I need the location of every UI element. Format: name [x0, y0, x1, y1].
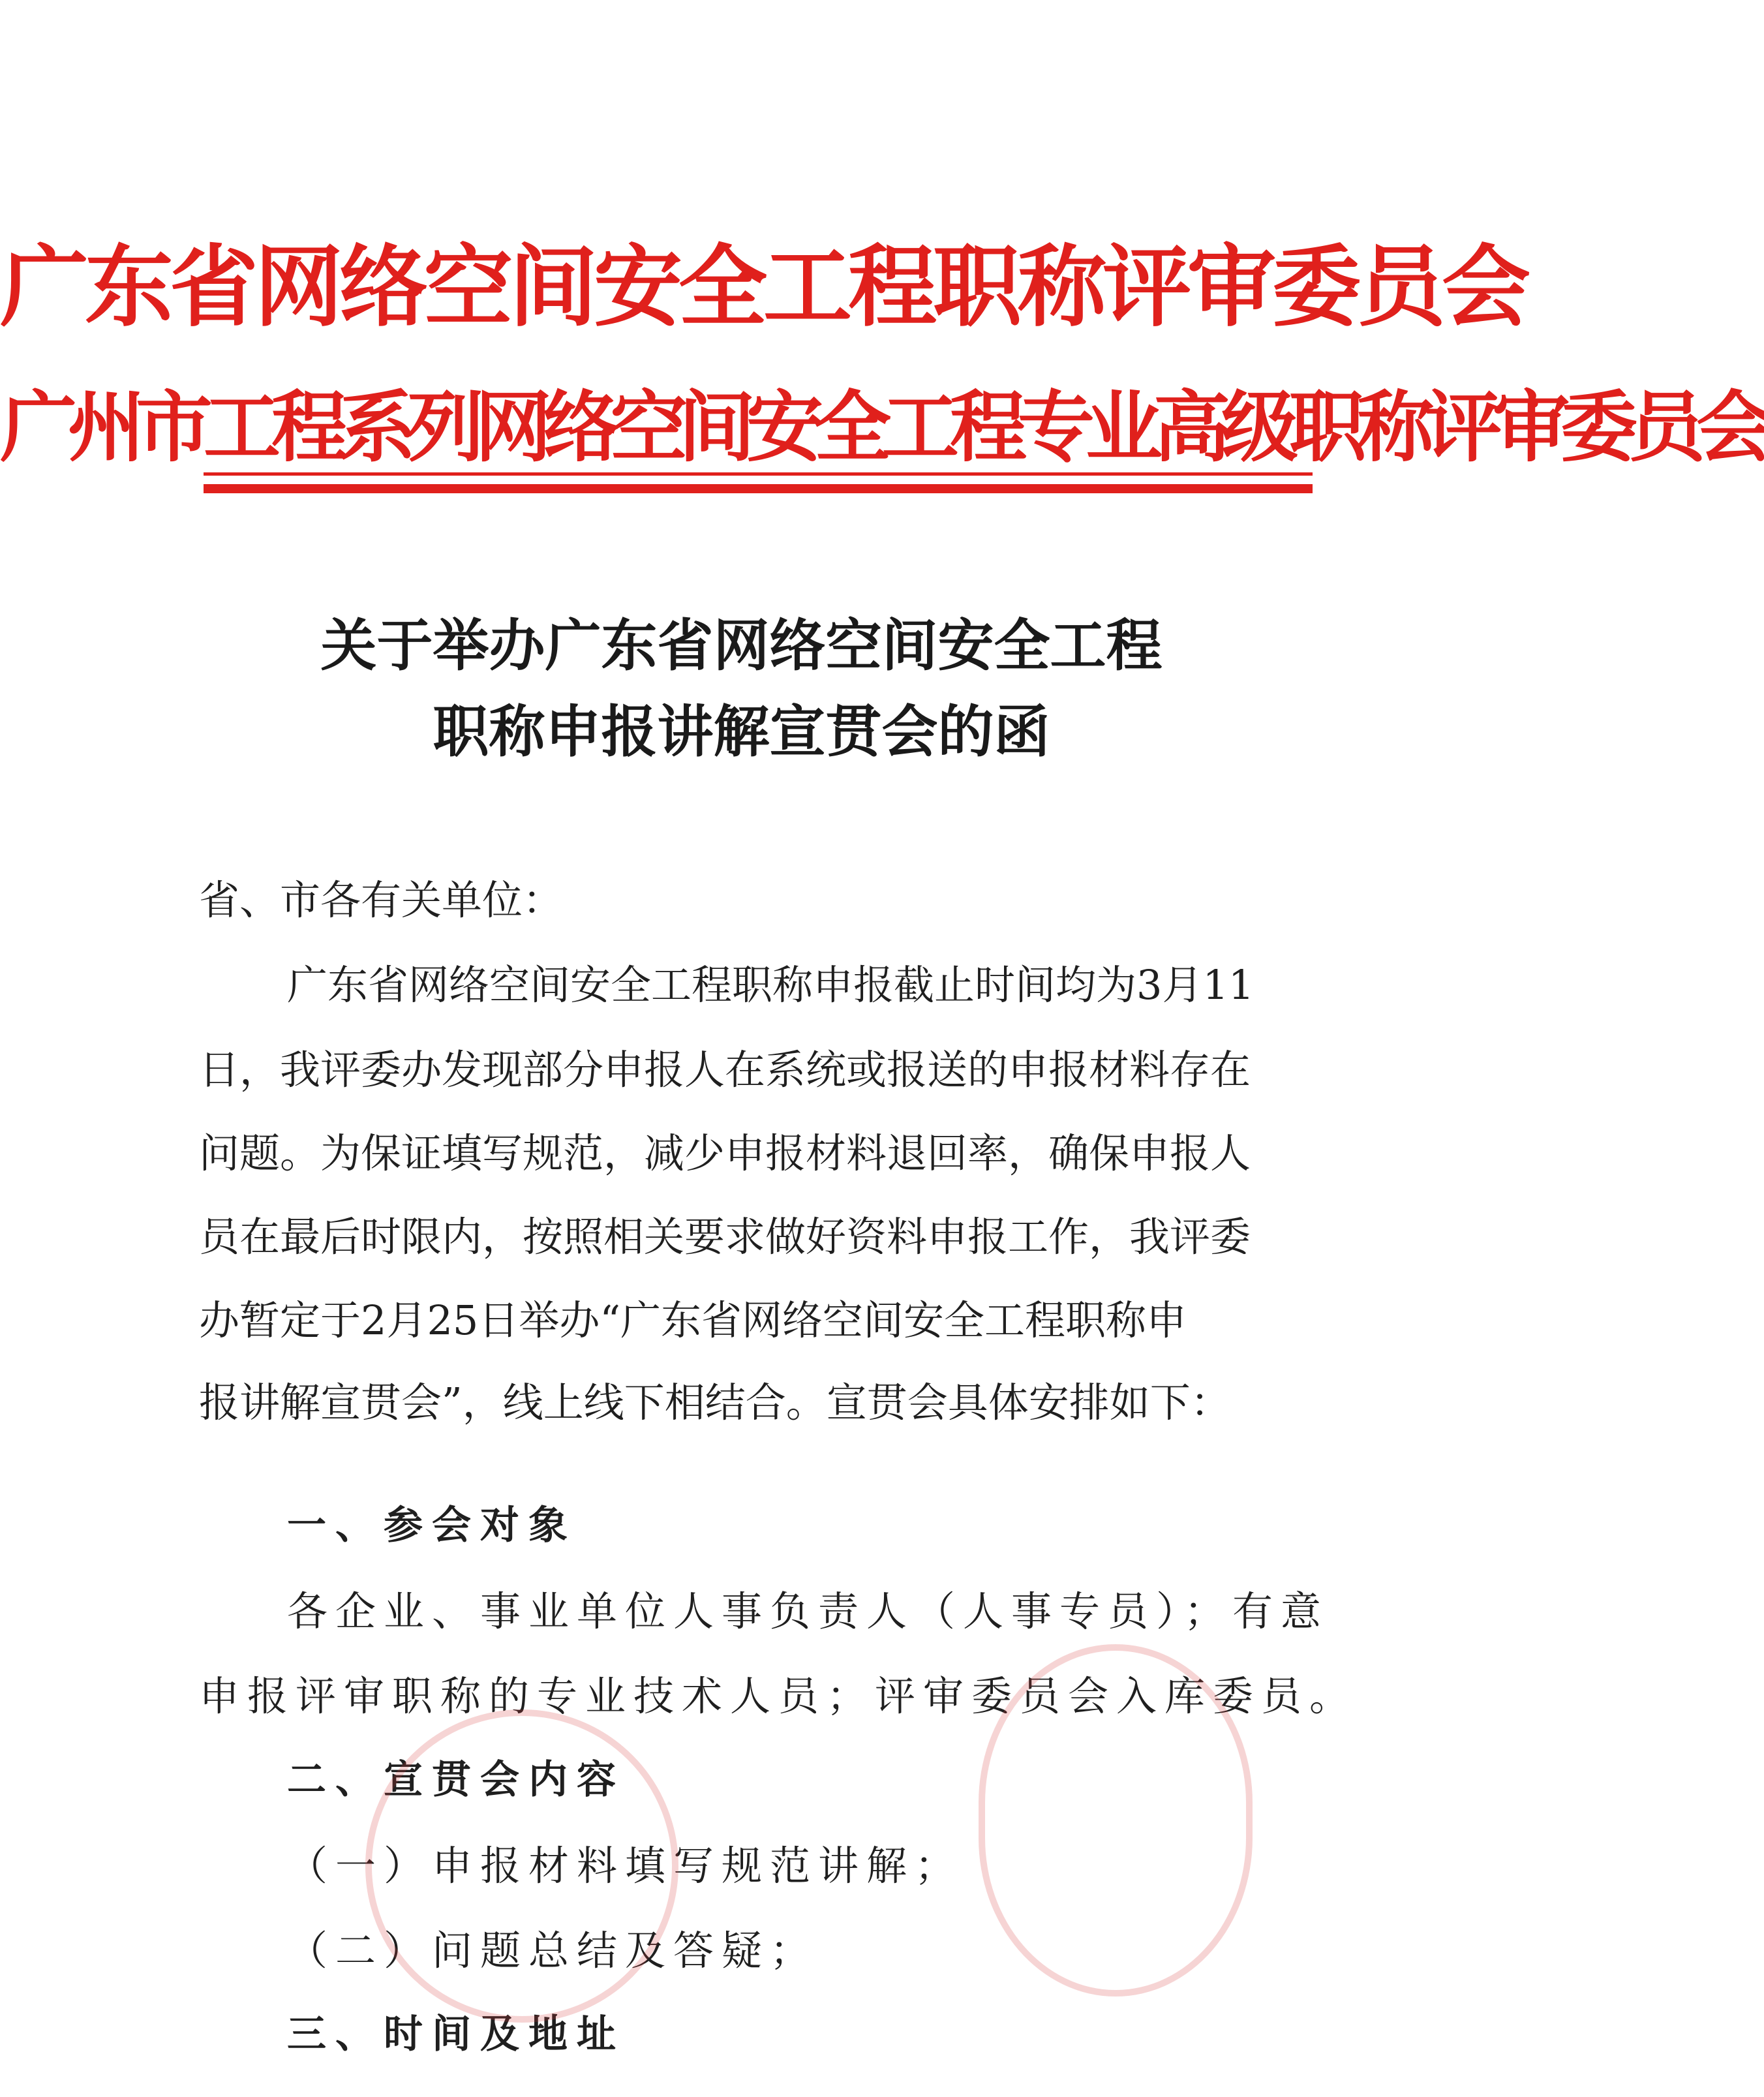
header-divider-thick	[204, 484, 1313, 493]
body-line: 报讲解宣贯会”，线上线下相结合。宣贯会具体安排如下：	[199, 1379, 1231, 1426]
body-line: 问题。为保证填写规范，减少申报材料退回率，确保申报人	[199, 1129, 1251, 1177]
document-title-line-1: 关于举办广东省网络空间安全工程	[320, 613, 1163, 679]
body-line: 员在最后时限内，按照相关要求做好资料申报工作，我评委	[199, 1213, 1251, 1261]
attendees-line-2: 申报评审职称的专业技术人员；评审委员会入库委员。	[199, 1672, 1358, 1720]
section-heading-time-location: 三、时间及地址	[287, 2012, 625, 2057]
salutation: 省、市各有关单位：	[199, 876, 564, 924]
section-heading-content: 二、宣贯会内容	[287, 1757, 625, 1803]
content-item-1: （一）申报材料填写规范讲解；	[287, 1842, 964, 1890]
attendees-line-1: 各企业、事业单位人事负责人（人事专员）；有意	[287, 1587, 1330, 1635]
body-line: 广东省网络空间安全工程职称申报截止时间均为3月11	[287, 961, 1255, 1009]
body-line: 日，我评委办发现部分申报人在系统或报送的申报材料存在	[199, 1046, 1251, 1094]
official-seal-faded	[979, 1644, 1253, 1997]
header-divider-thin	[204, 472, 1313, 476]
section-heading-attendees: 一、参会对象	[287, 1503, 577, 1548]
content-item-2: （二）问题总结及答疑；	[287, 1927, 819, 1974]
issuer-header-line-2: 广州市工程系列网络空间安全工程专业高级职称评审委员会	[0, 382, 1764, 472]
issuer-header-line-1: 广东省网络空间安全工程职称评审委员会	[0, 236, 1527, 339]
document-title-line-2: 职称申报讲解宣贯会的函	[433, 699, 1050, 765]
official-seal-faded	[365, 1709, 678, 2023]
body-line: 办暂定于2月25日举办“广东省网络空间安全工程职称申	[199, 1296, 1187, 1344]
